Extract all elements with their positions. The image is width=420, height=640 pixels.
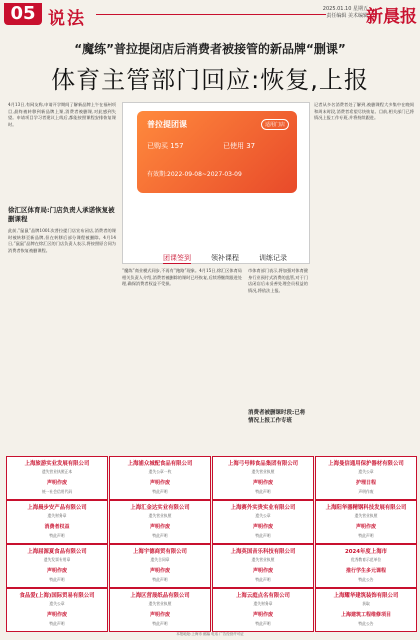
- ad-company: 上海云庭点名有限公司: [236, 593, 290, 599]
- card-store-link[interactable]: 适用门店: [261, 119, 289, 130]
- ad-title: 声明作废: [149, 612, 170, 618]
- ad-box: [315, 544, 417, 588]
- ad-box: [315, 456, 417, 500]
- ad-line: 遗失公章一枚: [148, 469, 172, 474]
- ad-line: 遗失发票专用章: [43, 557, 71, 562]
- ad-subtitle: 特此公告: [358, 621, 374, 626]
- card-validity: 有效期:2022-09-08~2027-03-09: [147, 171, 242, 178]
- article-body-1: 此前,“鼠鼠”品牌1001次普拉提门店宣布闭店,消费者的课时被转移至新品牌,但在转移后部分课程被删除。4月14日,“鼠鼠”品牌在徐汇区的门店负责人表示,将按照原合同为消费者恢复被删课程。: [8, 228, 116, 253]
- ad-box: [212, 500, 314, 544]
- ad-line: 遗失财务章: [253, 601, 273, 606]
- editor-line: 责任编辑 美术编辑: [326, 13, 368, 19]
- section-title: 说法: [48, 9, 86, 29]
- card-title: 普拉提团课: [147, 120, 187, 129]
- ad-title: 声明作废: [252, 568, 273, 574]
- ad-line: 遗失营业执照: [148, 601, 172, 606]
- page-footer: 本报地址:上海市 邮编 电话 广告经营许可证: [176, 632, 244, 636]
- newspaper-logo: 新晨报: [366, 7, 417, 27]
- ad-title: 消费者权益: [44, 524, 70, 530]
- ad-subtitle: 特此声明: [255, 533, 271, 538]
- page-header: [0, 0, 420, 28]
- ad-box: [6, 588, 108, 632]
- ad-subtitle: 特此公告: [358, 577, 374, 582]
- ad-box: [6, 500, 108, 544]
- ad-title: 声明作废: [252, 480, 273, 486]
- date-line: 2025.01.10 星期五: [322, 6, 368, 12]
- tab-records[interactable]: 训练记录: [259, 254, 287, 262]
- ad-company: 上海旅游实业发展有限公司: [24, 461, 90, 467]
- ad-subtitle: 统一社会信用代码: [41, 489, 73, 494]
- ad-company: 上海弓号韩食品集团有限公司: [227, 461, 299, 467]
- ad-line: 遗失营业执照正本: [41, 469, 73, 474]
- ad-company: 上海浦众城配食品有限公司: [127, 461, 193, 467]
- article-body-2: “魔练”商业模式同步,不再有“跑路”现象。4月15日,徐汇区体育局相关负责人介绍,消费者被删除的课时已经恢复,后续将继续跟进处理,确保消费者权益不受损。: [122, 268, 242, 287]
- ad-box: [212, 588, 314, 632]
- ad-subtitle: 特此声明: [255, 489, 271, 494]
- ad-subtitle: 特此声明: [152, 489, 168, 494]
- card-purchased: 已购买 157: [147, 142, 184, 150]
- course-card: [137, 111, 297, 193]
- ad-box: [109, 500, 211, 544]
- ad-box: [6, 456, 108, 500]
- ad-box: [109, 544, 211, 588]
- ad-line: 遗失营业执照: [354, 513, 378, 518]
- ad-box: [109, 456, 211, 500]
- ad-title: 声明作废: [355, 524, 376, 530]
- ad-title: 声明作废: [252, 524, 273, 530]
- article-subhead: 徐汇区体育局:门店负责人承诺恢复被删课程: [8, 206, 115, 223]
- article-subhead-2: 消费者被删课时段:已将情况上报工作专班: [248, 410, 306, 424]
- ad-company: 上海英国音乐科技有限公司: [230, 549, 296, 555]
- ad-line: 遗失营业执照: [251, 557, 275, 562]
- ad-company: 2024年度上海市: [345, 549, 387, 555]
- ad-line: 优秀教育示范单位: [350, 557, 382, 562]
- ad-company: 上海晨步安产品有限公司: [27, 505, 87, 511]
- ad-box: [212, 544, 314, 588]
- card-used: 已使用 37: [223, 142, 256, 150]
- ad-company: 上海赛外实贵实业有限公司: [230, 505, 296, 511]
- article-lead: 4月13日,有网友称,申请开学期间了解新品牌上午在福州项目,最终被转移到新品牌上课,消费者被删课,对此感到失望。申请项目学习者建议上线后,都能按照课程安排恢复课时。: [8, 102, 116, 127]
- classified-ads: [6, 456, 414, 634]
- ad-subtitle: 特此声明: [255, 577, 271, 582]
- ad-title: 护理日程: [355, 480, 376, 486]
- ad-subtitle: 特此声明: [152, 621, 168, 626]
- ad-company: 上海汇金达实业有限公司: [130, 505, 190, 511]
- ad-line: 遗失公章: [358, 469, 374, 474]
- ad-box: [315, 500, 417, 544]
- tab-makeup[interactable]: 领补课程: [211, 254, 239, 262]
- ad-company: 食品爱(上海)国际贸易有限公司: [19, 593, 95, 599]
- ad-title: 推行学生多元课程: [345, 568, 386, 574]
- ad-title: 声明作废: [149, 568, 170, 574]
- ad-line: 遗失合同章: [150, 557, 170, 562]
- article-headline: 体育主管部门回应:恢复,上报: [51, 66, 369, 94]
- ad-line: 遗失公章: [255, 513, 271, 518]
- app-tabs: [123, 253, 309, 265]
- ad-box: [6, 544, 108, 588]
- ad-title: 声明作废: [46, 480, 67, 486]
- article-body-3: 市体育部门表示,将加强对体育健身行业预付式消费的监管,对于门店闭店后未妥善处理会员权益的情况,将依法上报。: [248, 268, 308, 293]
- ad-subtitle: 特此声明: [49, 577, 65, 582]
- ad-line: 遗失公章: [49, 601, 65, 606]
- ad-subtitle: 特此声明: [358, 533, 374, 538]
- ad-subtitle: 特此声明: [152, 533, 168, 538]
- ad-company: 上海耀华建筑装饰有限公司: [333, 593, 399, 599]
- ad-line: 遗失营业执照: [251, 469, 275, 474]
- page-number: 05: [4, 3, 42, 25]
- ad-title: 声明作废: [46, 568, 67, 574]
- ad-box: [315, 588, 417, 632]
- ad-company: 上海阳华器精钢科技发展有限公司: [325, 505, 407, 511]
- header-meta: [323, 6, 368, 20]
- article-kicker: “魔练”普拉提闭店后消费者被接管的新品牌“删课”: [74, 42, 346, 56]
- ad-company: 上海屈源夏食品有限公司: [27, 549, 87, 555]
- ad-subtitle: 特此声明: [255, 621, 271, 626]
- ad-subtitle: 特此声明: [49, 621, 65, 626]
- ad-line: 获取: [362, 601, 370, 606]
- ad-title: 声明作废: [252, 612, 273, 618]
- ad-title: 声明作废: [149, 480, 170, 486]
- ad-subtitle: 特此声明: [152, 577, 168, 582]
- ad-box: [109, 588, 211, 632]
- ad-box: [212, 456, 314, 500]
- ad-company: 上海曼信通用保护器材有限公司: [328, 461, 404, 467]
- app-screenshot: [122, 102, 310, 264]
- ad-company: 上海宇德商贸有限公司: [133, 549, 187, 555]
- header-rule: [96, 14, 326, 15]
- tab-checkin[interactable]: 团课签到: [163, 254, 191, 262]
- ad-line: 遗失营业执照: [148, 513, 172, 518]
- article-body-4: 记者从多名消费者处了解到,被删课程大多集中在晚间和周末时段,消费者希望尽快恢复。目前,相关部门已将情况上报工作专班,并将持续跟进。: [314, 102, 414, 121]
- ad-company: 上海区营晟纸品有限公司: [130, 593, 190, 599]
- ad-title: 声明作废: [149, 524, 170, 530]
- ad-subtitle: 声明作废: [358, 489, 374, 494]
- ad-title: 声明作废: [46, 612, 67, 618]
- ad-title: 上海建筑工程维修项目: [340, 612, 391, 618]
- ad-line: 遗失财务章: [47, 513, 67, 518]
- ad-subtitle: 特此声明: [49, 533, 65, 538]
